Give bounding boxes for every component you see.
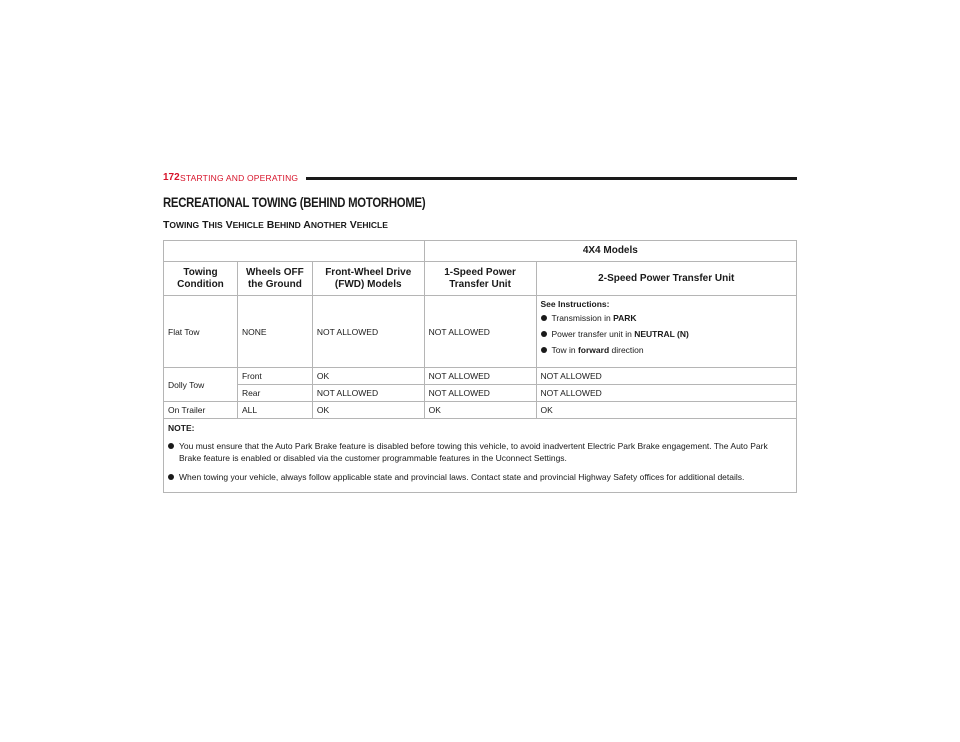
cell-1-speed: OK: [424, 402, 536, 419]
page-header: [163, 172, 797, 186]
list-item: Tow in forward direction: [541, 345, 793, 356]
bullet-icon: [168, 474, 174, 480]
cell-wheels: Front: [237, 368, 312, 385]
note-list: [168, 440, 792, 483]
group-header-blank: [164, 241, 425, 262]
cell-1-speed: NOT ALLOWED: [424, 368, 536, 385]
cell-2-speed: NOT ALLOWED: [536, 368, 797, 385]
instructions-label: See Instructions:: [540, 299, 610, 309]
cell-condition: On Trailer: [164, 402, 238, 419]
col-header-wheels-off: Wheels OFF the Ground: [237, 262, 312, 296]
list-item: You must ensure that the Auto Park Brake feature is disabled before towing this vehicle, to avoid inadvertent Electric Park Brake engagement. The Auto Park Brake feature is enabled or disabled via the customer programmable features in the Uconnect Settings.: [168, 440, 792, 464]
cell-1-speed: NOT ALLOWED: [424, 385, 536, 402]
col-header-2-speed: 2-Speed Power Transfer Unit: [536, 262, 797, 296]
cell-wheels: ALL: [237, 402, 312, 419]
bullet-icon: [168, 443, 174, 449]
table-row-dolly-front: [164, 368, 797, 385]
table-row-note: [164, 419, 797, 493]
cell-fwd: OK: [312, 402, 424, 419]
cell-2-speed: NOT ALLOWED: [536, 385, 797, 402]
cell-2-speed: OK: [536, 402, 797, 419]
cell-fwd: OK: [312, 368, 424, 385]
col-header-1-speed: 1-Speed Power Transfer Unit: [424, 262, 536, 296]
bullet-icon: [541, 315, 547, 321]
table-row-flat-tow: [164, 296, 797, 368]
note-cell: [164, 419, 797, 493]
bullet-icon: [541, 347, 547, 353]
table-row-dolly-rear: [164, 385, 797, 402]
col-header-towing-condition: Towing Condition: [164, 262, 238, 296]
cell-fwd: NOT ALLOWED: [312, 385, 424, 402]
column-header-row: [164, 262, 797, 296]
section-subtitle: TOWING THIS VEHICLE BEHIND ANOTHER VEHICLE: [163, 219, 388, 231]
page-number: 172: [163, 172, 180, 183]
list-item: When towing your vehicle, always follow applicable state and provincial laws. Contact state and provincial Highway Safety offices for additional details.: [168, 471, 792, 483]
col-header-fwd-models: Front-Wheel Drive (FWD) Models: [312, 262, 424, 296]
cell-1-speed: NOT ALLOWED: [424, 296, 536, 368]
bullet-icon: [541, 331, 547, 337]
instructions-list: [541, 313, 793, 356]
group-header-4x4: 4X4 Models: [424, 241, 796, 262]
cell-condition: Dolly Tow: [164, 368, 238, 402]
section-name: STARTING AND OPERATING: [180, 173, 299, 183]
cell-2-speed-instructions: [536, 296, 797, 368]
page-title: RECREATIONAL TOWING (BEHIND MOTORHOME): [163, 195, 426, 210]
cell-wheels: Rear: [237, 385, 312, 402]
list-item: Power transfer unit in NEUTRAL (N): [541, 329, 793, 340]
towing-table: [163, 240, 797, 493]
cell-fwd: NOT ALLOWED: [312, 296, 424, 368]
cell-condition: Flat Tow: [164, 296, 238, 368]
list-item: Transmission in PARK: [541, 313, 793, 324]
group-header-row: [164, 241, 797, 262]
note-label: NOTE:: [168, 423, 195, 433]
table-row-on-trailer: [164, 402, 797, 419]
header-rule: [306, 177, 797, 180]
cell-wheels: NONE: [237, 296, 312, 368]
